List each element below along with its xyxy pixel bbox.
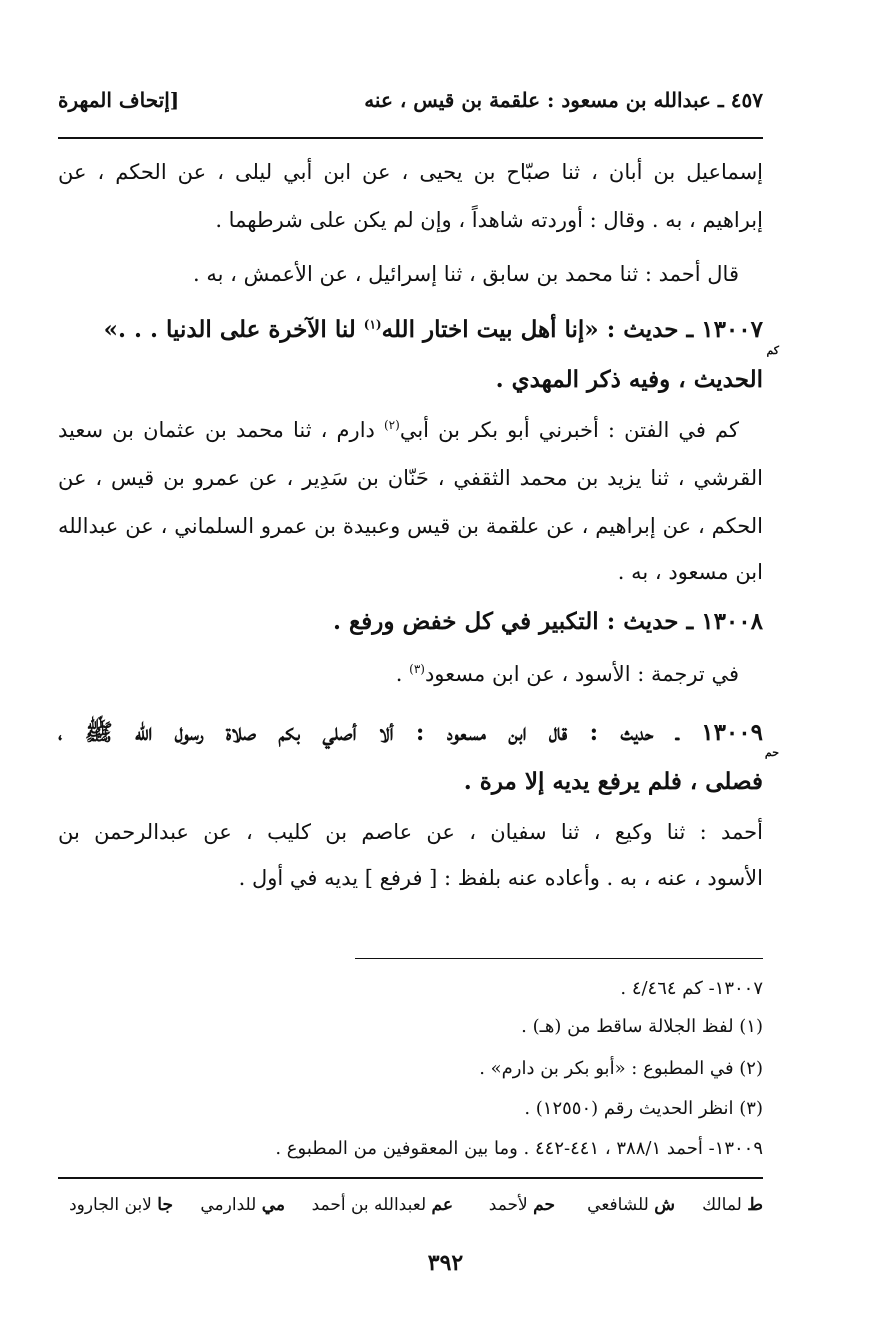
hadith-number: ١٣٠٠٩ [701, 719, 763, 746]
footnote-divider [355, 958, 763, 959]
abbreviation-item: ط لمالك [702, 1195, 763, 1215]
header-divider [58, 137, 763, 139]
abbreviation-key [58, 1195, 763, 1223]
text-line: الأسود ، عنه ، به . وأعاده عنه بلفظ : [ فرفع ] يديه في أول . [238, 866, 763, 890]
book-title: [إتحاف المهرة [58, 88, 180, 112]
footnote: ١٣٠٠٧- كم ٤/٤٦٤ . [620, 978, 763, 999]
text-line: الحكم ، عن إبراهيم ، عن علقمة بن قيس وعبيدة بن عمرو السلماني ، عن عبدالله [58, 514, 763, 538]
text-line: إبراهيم ، به . وقال : أوردته شاهداً ، وإن لم يكن على شرطهما . [215, 208, 763, 232]
footnote-marker: (٢) [383, 418, 400, 432]
abbreviation-divider [58, 1177, 763, 1179]
hadith-number: ١٣٠٠٨ [701, 608, 763, 635]
text-line: في ترجمة : الأسود ، عن ابن مسعود$^{(٣)}$ . [395, 662, 739, 686]
page-number: ٣٩٢ [427, 1250, 464, 1276]
text-line: إسماعيل بن أبان ، ثنا صبّاح بن يحيى ، عن ابن أبي ليلى ، عن الحكم ، عن [58, 160, 763, 184]
abbreviation-item: ش للشافعي [587, 1195, 675, 1215]
footnote: (١) لفظ الجلالة ساقط من (هـ) . [521, 1016, 763, 1037]
text-line: أحمد : ثنا وكيع ، ثنا سفيان ، عن عاصم بن كليب ، عن عبدالرحمن بن [58, 820, 763, 844]
footnote-marker: (١) [363, 317, 382, 332]
hadith-heading-13008: ١٣٠٠٨ ـ حديث : التكبير في كل خفض ورفع . [333, 608, 763, 635]
hadith-heading-13009: ١٣٠٠٩ ـ حديث : قال ابن مسعود : ألا أصلي بكم صلاة رسول الله ﷺ ، [58, 719, 763, 746]
section-title: ٤٥٧ ـ عبدالله بن مسعود : علقمة بن قيس ، عنه [364, 88, 763, 112]
abbreviation-item: عم لعبدالله بن أحمد [311, 1195, 453, 1215]
text-line: فصلى ، فلم يرفع يديه إلا مرة . [463, 768, 763, 795]
footnote: (٣) انظر الحديث رقم (١٢٥٥٠) . [524, 1098, 763, 1119]
footnote: (٢) في المطبوع : «أبو بكر بن دارم» . [479, 1058, 763, 1079]
text-line: ابن مسعود ، به . [617, 560, 763, 584]
footnote-marker: (٣) [409, 662, 425, 676]
hadith-number: ١٣٠٠٧ [701, 316, 763, 343]
hadith-heading-13007: ١٣٠٠٧ ـ حديث : «إنا أهل بيت اختار الله$^{(١)}$ لنا الآخرة على الدنيا . . .» [103, 316, 763, 343]
abbreviation-item: حم لأحمد [488, 1195, 555, 1215]
text-line: الحديث ، وفيه ذكر المهدي . [495, 366, 763, 393]
text-line: قال أحمد : ثنا محمد بن سابق ، ثنا إسرائيل ، عن الأعمش ، به . [192, 262, 739, 286]
marginal-siglum: كم [766, 344, 779, 357]
abbreviation-item: جا لابن الجارود [69, 1195, 173, 1215]
abbreviation-item: مي للدارمي [200, 1195, 285, 1215]
marginal-siglum: حم [764, 746, 779, 759]
text-line: كم في الفتن : أخبرني أبو بكر بن أبي$^{(٢)}$ دارم ، ثنا محمد بن عثمان بن سعيد [58, 418, 739, 442]
footnote: ١٣٠٠٩- أحمد ٣٨٨/١ ، ٤٤١-٤٤٢ . وما بين المعقوفين من المطبوع . [275, 1138, 763, 1159]
running-header [58, 88, 763, 126]
text-line: القرشي ، ثنا يزيد بن محمد الثقفي ، حَنّان بن سَدِير ، عن عمرو بن قيس ، عن [58, 466, 763, 490]
